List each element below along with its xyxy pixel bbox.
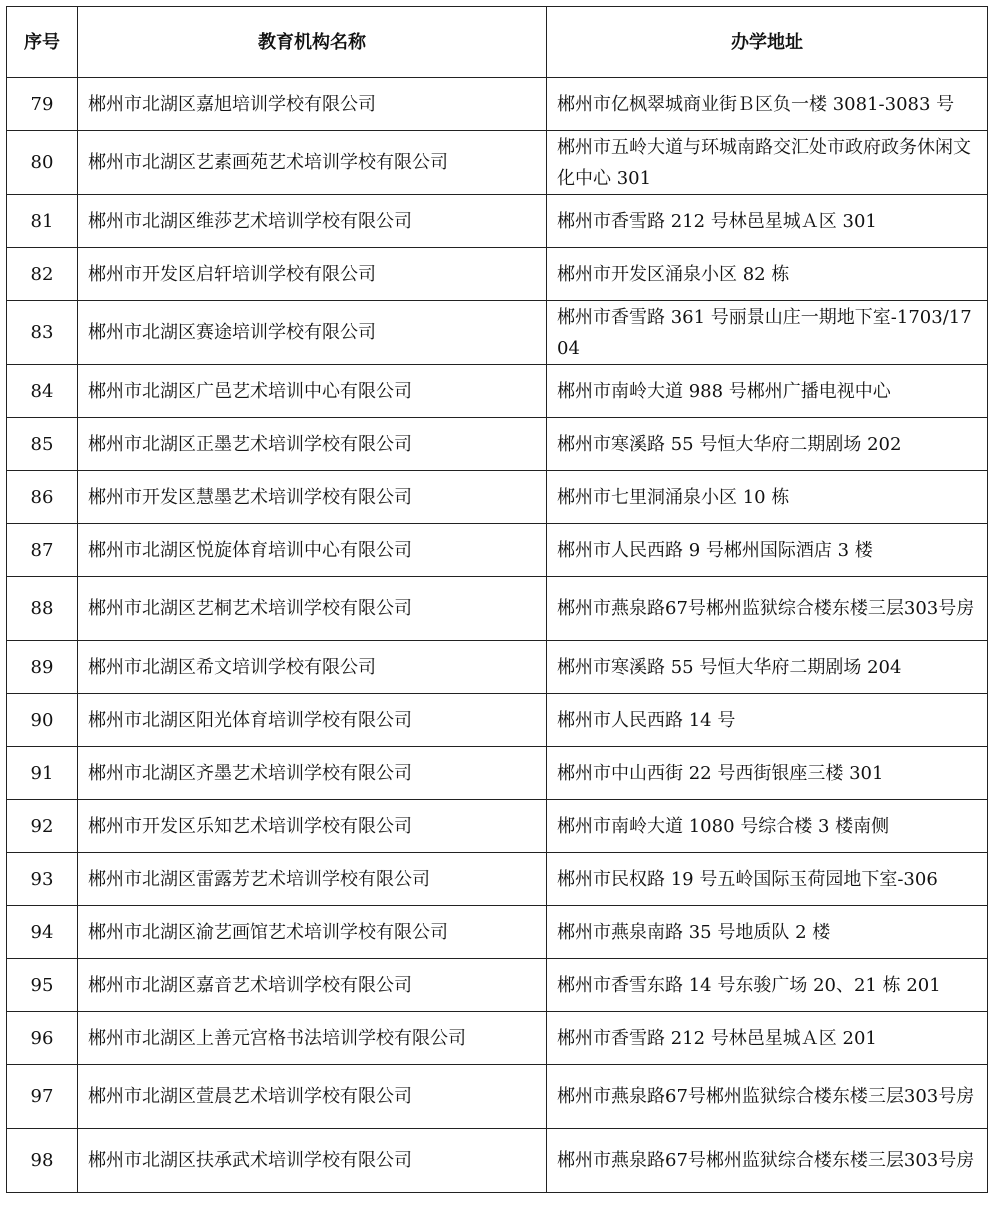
row-index: 84 (7, 365, 78, 418)
institution-address: 郴州市人民西路 14 号 (547, 694, 988, 747)
institution-name: 郴州市北湖区艺桐艺术培训学校有限公司 (78, 577, 547, 641)
institution-name: 郴州市北湖区悦旋体育培训中心有限公司 (78, 524, 547, 577)
institution-address: 郴州市香雪路 212 号林邑星城Ａ区 201 (547, 1012, 988, 1065)
institution-address: 郴州市香雪路 212 号林邑星城Ａ区 301 (547, 195, 988, 248)
institution-address: 郴州市香雪路 361 号丽景山庄一期地下室-1703/1704 (547, 301, 988, 365)
row-index: 81 (7, 195, 78, 248)
table-row (7, 906, 988, 959)
row-index: 87 (7, 524, 78, 577)
row-index: 89 (7, 641, 78, 694)
table-row (7, 641, 988, 694)
table-row (7, 694, 988, 747)
institution-table (6, 6, 988, 1193)
row-index: 96 (7, 1012, 78, 1065)
institution-address: 郴州市燕泉路67号郴州监狱综合楼东楼三层303号房 (547, 577, 988, 641)
institution-name: 郴州市北湖区雷露芳艺术培训学校有限公司 (78, 853, 547, 906)
table-row (7, 959, 988, 1012)
row-index: 82 (7, 248, 78, 301)
institution-name: 郴州市北湖区萱晨艺术培训学校有限公司 (78, 1065, 547, 1129)
row-index: 80 (7, 131, 78, 195)
institution-address: 郴州市寒溪路 55 号恒大华府二期剧场 202 (547, 418, 988, 471)
institution-address: 郴州市人民西路 9 号郴州国际酒店 3 楼 (547, 524, 988, 577)
institution-address: 郴州市中山西街 22 号西街银座三楼 301 (547, 747, 988, 800)
institution-address: 郴州市民权路 19 号五岭国际玉荷园地下室-306 (547, 853, 988, 906)
institution-name: 郴州市北湖区上善元宫格书法培训学校有限公司 (78, 1012, 547, 1065)
table-row (7, 418, 988, 471)
row-index: 90 (7, 694, 78, 747)
table-row (7, 195, 988, 248)
table-row (7, 301, 988, 365)
institution-address: 郴州市燕泉路67号郴州监狱综合楼东楼三层303号房 (547, 1129, 988, 1193)
institution-name: 郴州市北湖区维莎艺术培训学校有限公司 (78, 195, 547, 248)
institution-address: 郴州市燕泉路67号郴州监狱综合楼东楼三层303号房 (547, 1065, 988, 1129)
row-index: 94 (7, 906, 78, 959)
row-index: 93 (7, 853, 78, 906)
header-name: 教育机构名称 (78, 7, 547, 78)
table-header-row (7, 7, 988, 78)
institution-name: 郴州市北湖区正墨艺术培训学校有限公司 (78, 418, 547, 471)
institution-name: 郴州市开发区慧墨艺术培训学校有限公司 (78, 471, 547, 524)
row-index: 92 (7, 800, 78, 853)
table-row (7, 248, 988, 301)
row-index: 91 (7, 747, 78, 800)
table-row (7, 1129, 988, 1193)
institution-name: 郴州市开发区启轩培训学校有限公司 (78, 248, 547, 301)
institution-name: 郴州市北湖区渝艺画馆艺术培训学校有限公司 (78, 906, 547, 959)
row-index: 85 (7, 418, 78, 471)
institution-name: 郴州市北湖区广邑艺术培训中心有限公司 (78, 365, 547, 418)
header-address: 办学地址 (547, 7, 988, 78)
institution-name: 郴州市北湖区嘉旭培训学校有限公司 (78, 78, 547, 131)
row-index: 88 (7, 577, 78, 641)
row-index: 95 (7, 959, 78, 1012)
institution-name: 郴州市北湖区希文培训学校有限公司 (78, 641, 547, 694)
row-index: 86 (7, 471, 78, 524)
institution-address: 郴州市七里洞涌泉小区 10 栋 (547, 471, 988, 524)
table-row (7, 853, 988, 906)
table-row (7, 471, 988, 524)
table-row (7, 1012, 988, 1065)
institution-address: 郴州市南岭大道 988 号郴州广播电视中心 (547, 365, 988, 418)
table-row (7, 800, 988, 853)
institution-address: 郴州市燕泉南路 35 号地质队 2 楼 (547, 906, 988, 959)
table-row (7, 365, 988, 418)
institution-name: 郴州市北湖区嘉音艺术培训学校有限公司 (78, 959, 547, 1012)
table-row (7, 1065, 988, 1129)
institution-name: 郴州市北湖区艺素画苑艺术培训学校有限公司 (78, 131, 547, 195)
table-row (7, 524, 988, 577)
table-row (7, 747, 988, 800)
institution-address: 郴州市五岭大道与环城南路交汇处市政府政务休闲文化中心 301 (547, 131, 988, 195)
row-index: 79 (7, 78, 78, 131)
institution-name: 郴州市北湖区扶承武术培训学校有限公司 (78, 1129, 547, 1193)
institution-name: 郴州市北湖区赛途培训学校有限公司 (78, 301, 547, 365)
institution-list (6, 6, 987, 1193)
row-index: 98 (7, 1129, 78, 1193)
institution-name: 郴州市北湖区阳光体育培训学校有限公司 (78, 694, 547, 747)
institution-address: 郴州市寒溪路 55 号恒大华府二期剧场 204 (547, 641, 988, 694)
institution-name: 郴州市开发区乐知艺术培训学校有限公司 (78, 800, 547, 853)
table-row (7, 131, 988, 195)
institution-address: 郴州市南岭大道 1080 号综合楼 3 楼南侧 (547, 800, 988, 853)
table-row (7, 78, 988, 131)
institution-name: 郴州市北湖区齐墨艺术培训学校有限公司 (78, 747, 547, 800)
table-row (7, 577, 988, 641)
institution-address: 郴州市香雪东路 14 号东骏广场 20、21 栋 201 (547, 959, 988, 1012)
institution-address: 郴州市开发区涌泉小区 82 栋 (547, 248, 988, 301)
institution-address: 郴州市亿枫翠城商业街Ｂ区负一楼 3081-3083 号 (547, 78, 988, 131)
row-index: 83 (7, 301, 78, 365)
header-index: 序号 (7, 7, 78, 78)
row-index: 97 (7, 1065, 78, 1129)
